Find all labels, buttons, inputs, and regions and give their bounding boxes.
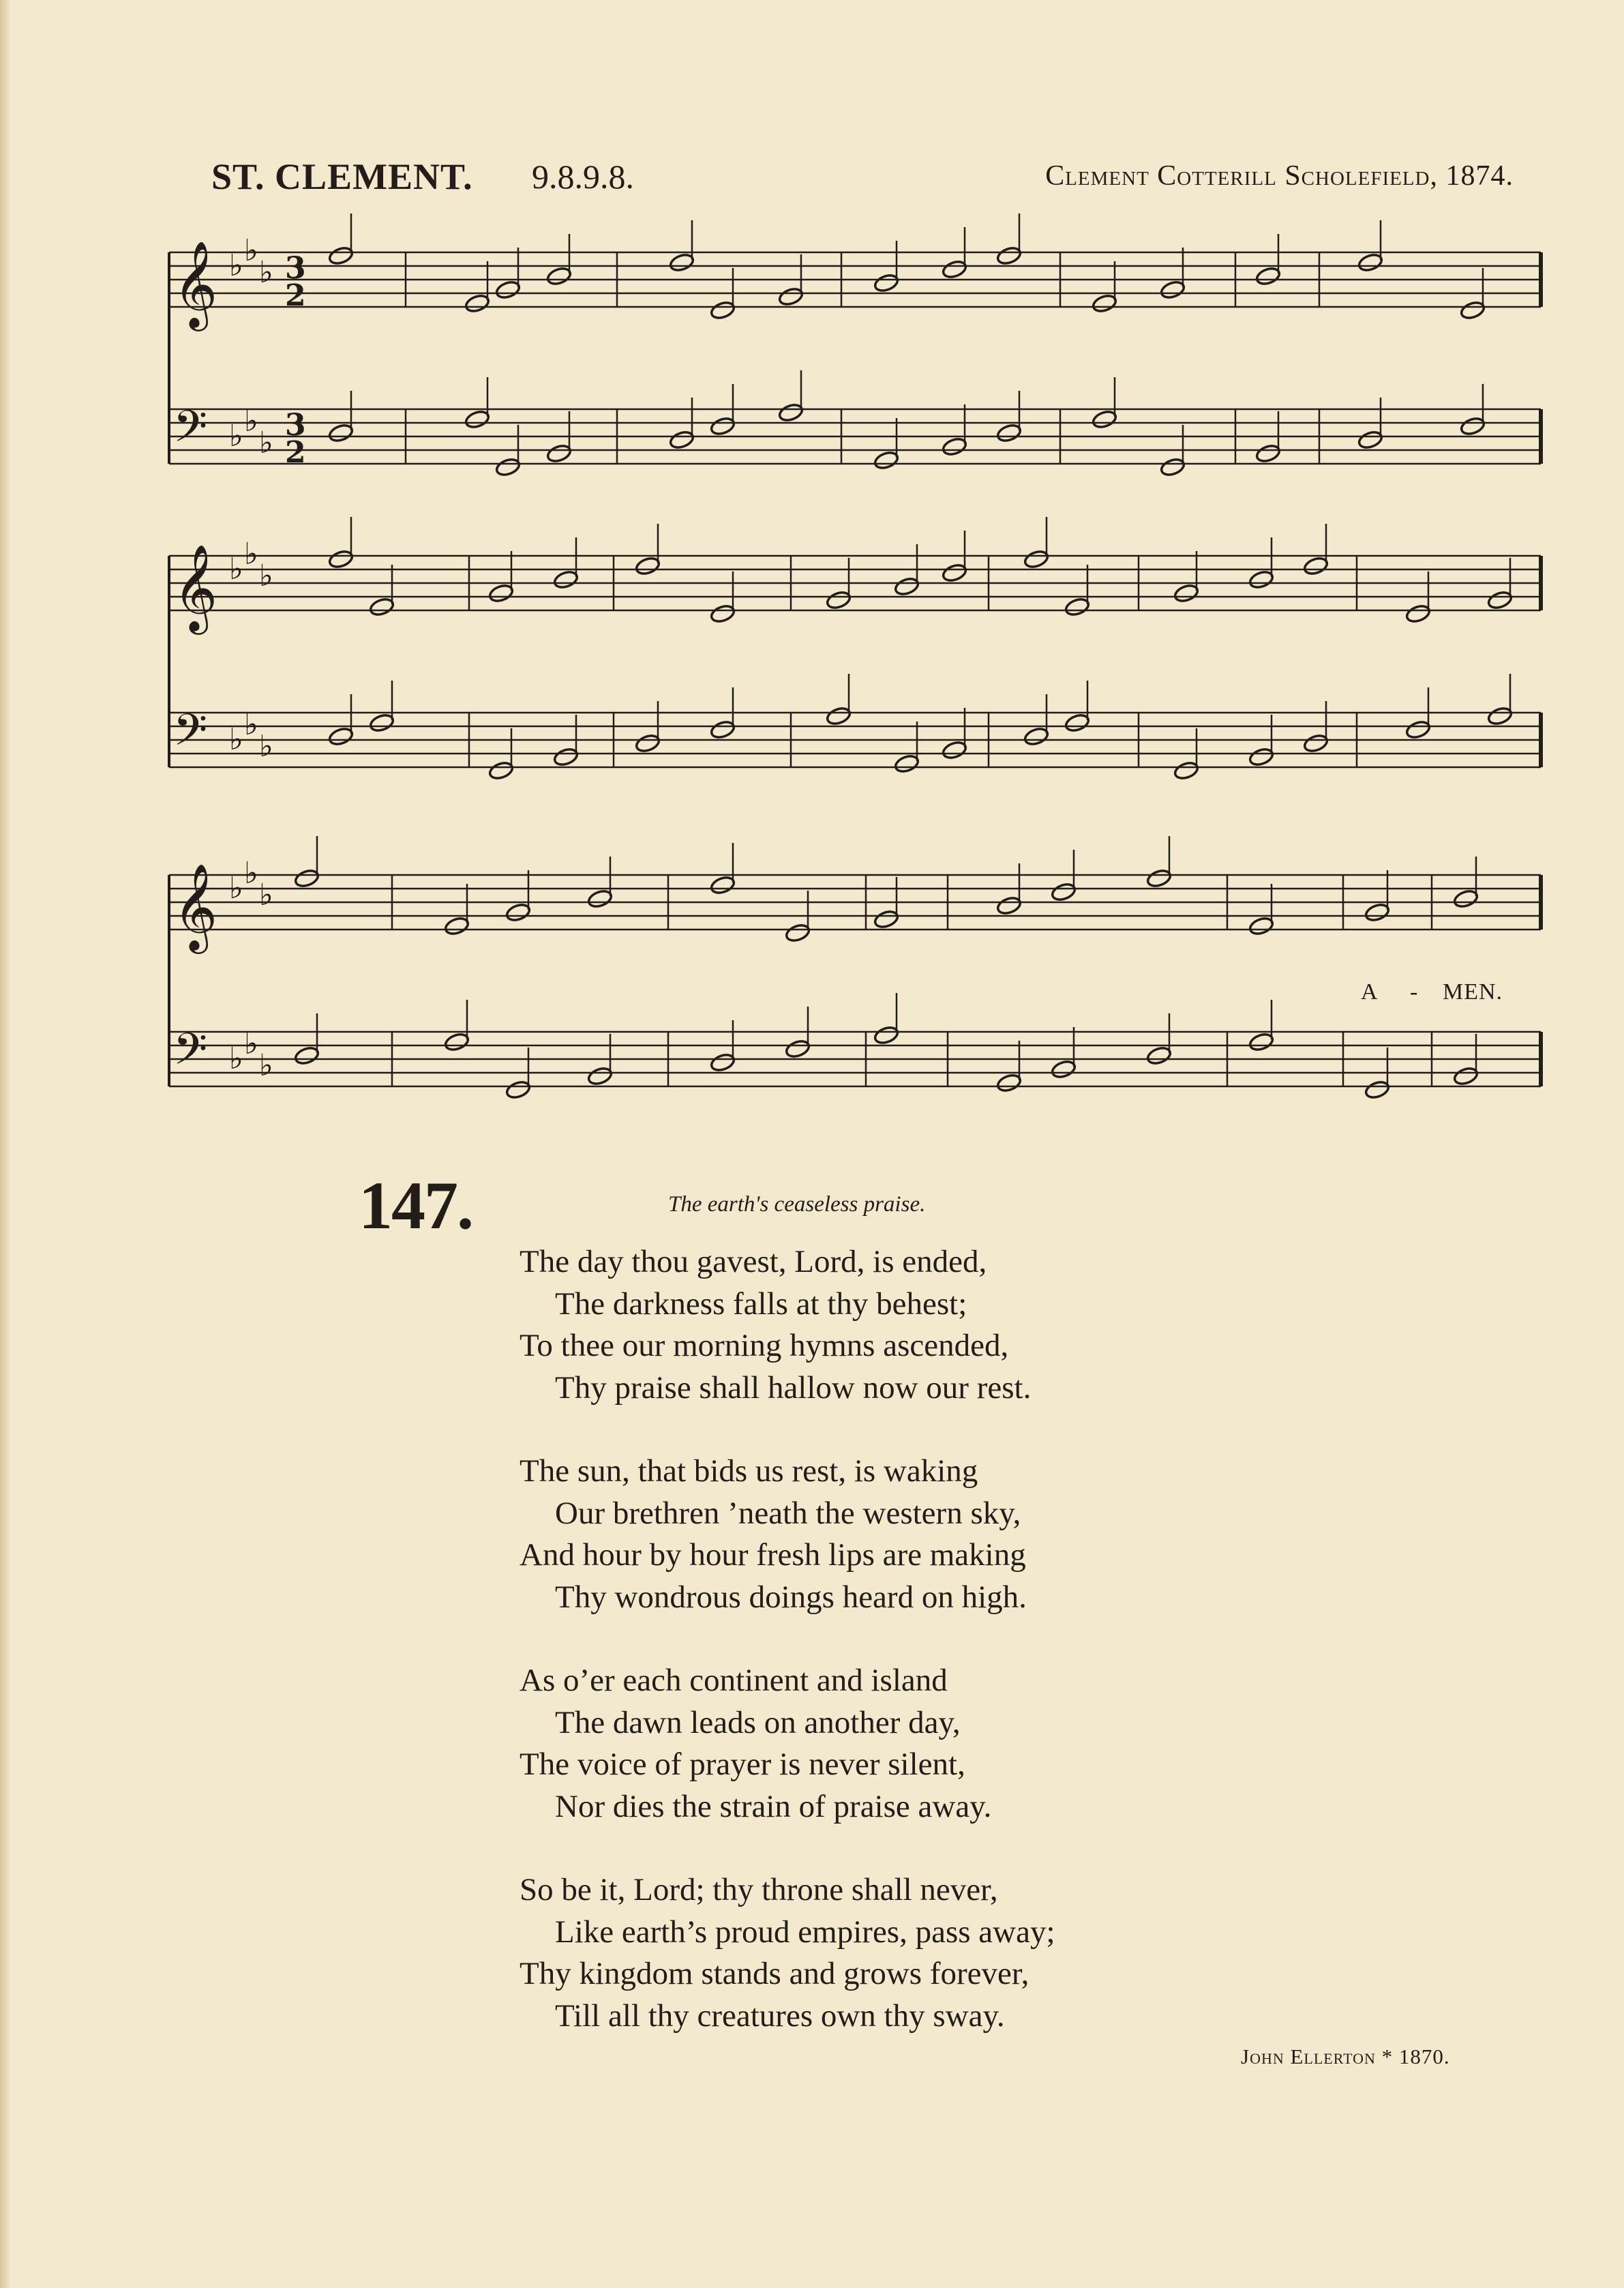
time-signature-bottom: 2: [285, 435, 306, 470]
flat-sign-icon: ♭: [229, 248, 243, 283]
half-note-head: [873, 909, 900, 930]
half-note-head: [328, 423, 355, 443]
amen-dash: -: [1410, 979, 1419, 1005]
stanza-line: Thy praise shall hallow now our rest.: [555, 1369, 1032, 1406]
half-note-head: [546, 266, 573, 286]
half-note-head: [1487, 706, 1514, 726]
half-note-head: [996, 1073, 1023, 1093]
half-note-head: [1092, 293, 1118, 314]
half-note-head: [505, 902, 532, 923]
half-note-head: [1023, 549, 1050, 569]
half-note-head: [1453, 889, 1479, 909]
half-note-head: [785, 1039, 811, 1059]
half-note-head: [587, 1066, 614, 1086]
half-note-head: [1487, 590, 1514, 610]
tune-name: ST. CLEMENT.: [211, 156, 473, 197]
half-note-head: [1160, 280, 1186, 300]
half-note-head: [710, 416, 736, 436]
half-note-head: [328, 246, 355, 266]
half-note-head: [1364, 1080, 1391, 1100]
half-note-head: [996, 423, 1023, 443]
time-signature-top: 3: [285, 408, 306, 443]
half-note-head: [785, 923, 811, 943]
half-note-head: [328, 726, 355, 747]
flat-sign-icon: ♭: [244, 233, 258, 268]
flat-sign-icon: ♭: [229, 722, 243, 757]
half-note-head: [505, 1080, 532, 1100]
stanza-line: The sun, that bids us rest, is waking: [520, 1453, 978, 1489]
flat-sign-icon: ♭: [244, 707, 258, 742]
half-note-head: [873, 450, 900, 471]
stanza-line: As o’er each continent and island: [520, 1663, 948, 1698]
half-note-head: [710, 875, 736, 895]
half-note-head: [894, 754, 920, 774]
half-note-head: [635, 733, 661, 754]
stanza: [520, 1869, 1406, 2037]
flat-sign-icon: ♭: [244, 404, 258, 439]
treble-clef-icon: 𝄞: [173, 544, 218, 631]
flat-sign-icon: ♭: [229, 552, 243, 586]
half-note-head: [444, 916, 470, 936]
half-note-head: [710, 719, 736, 740]
half-note-head: [1092, 409, 1118, 430]
hymn-subtitle: The earth's ceaseless praise.: [668, 1192, 926, 1217]
half-note-head: [294, 1045, 320, 1066]
half-note-head: [942, 740, 968, 760]
half-note-head: [1248, 1032, 1275, 1052]
half-note-head: [873, 1025, 900, 1045]
half-note-head: [669, 252, 695, 273]
half-note-head: [444, 1032, 470, 1052]
flat-sign-icon: ♭: [259, 255, 273, 290]
half-note-head: [710, 604, 736, 624]
stanza-line: The dawn leads on another day,: [555, 1704, 961, 1740]
flat-sign-icon: ♭: [259, 559, 273, 593]
flat-sign-icon: ♭: [244, 856, 258, 891]
half-note-head: [1460, 300, 1486, 321]
half-note-head: [587, 889, 614, 909]
stanza-line: The darkness falls at thy behest;: [555, 1286, 967, 1322]
stanza-line: So be it, Lord; thy throne shall never,: [520, 1872, 998, 1907]
stanza-line: Thy kingdom stands and grows forever,: [520, 1956, 1029, 1991]
half-note-head: [778, 402, 805, 423]
stanza-line: Nor dies the strain of praise away.: [555, 1788, 992, 1824]
bass-clef-icon: 𝄢: [173, 1024, 208, 1086]
stanza: [520, 1660, 1406, 1828]
stanza-line: The day thou gavest, Lord, is ended,: [520, 1244, 987, 1279]
half-note-head: [778, 286, 805, 307]
half-note-head: [369, 597, 395, 617]
half-note-head: [942, 563, 968, 583]
stanza-line: And hour by hour fresh lips are making: [520, 1537, 1026, 1573]
half-note-head: [328, 549, 355, 569]
half-note-head: [1146, 1045, 1173, 1066]
hymn-number: 147.: [359, 1168, 472, 1243]
half-note-head: [1248, 916, 1275, 936]
amen-a: A: [1361, 979, 1379, 1005]
flat-sign-icon: ♭: [229, 419, 243, 454]
half-note-head: [1248, 569, 1275, 590]
half-note-head: [1405, 604, 1432, 624]
half-note-head: [488, 760, 515, 781]
treble-clef-icon: 𝄞: [173, 863, 218, 950]
stanza-line: To thee our morning hymns ascended,: [520, 1328, 1009, 1363]
flat-sign-icon: ♭: [259, 1048, 273, 1083]
stanza-line: Till all thy creatures own thy sway.: [555, 1997, 1005, 2034]
half-note-head: [464, 409, 491, 430]
flat-sign-icon: ♭: [244, 537, 258, 571]
time-signature-bottom: 2: [285, 278, 306, 313]
half-note-head: [1064, 713, 1091, 733]
half-note-head: [1051, 1059, 1077, 1080]
time-signature-top: 3: [285, 251, 306, 286]
half-note-head: [553, 747, 580, 767]
half-note-head: [996, 895, 1023, 916]
half-note-head: [894, 576, 920, 597]
half-note-head: [1405, 719, 1432, 740]
flat-sign-icon: ♭: [259, 729, 273, 764]
half-note-head: [546, 443, 573, 464]
flat-sign-icon: ♭: [229, 871, 243, 906]
half-note-head: [488, 583, 515, 604]
stanza: [520, 1451, 1406, 1618]
half-note-head: [1357, 430, 1384, 450]
half-note-head: [495, 457, 522, 477]
treble-clef-icon: 𝄞: [173, 240, 218, 327]
half-note-head: [553, 569, 580, 590]
half-note-head: [1173, 760, 1200, 781]
tune-meter: 9.8.9.8.: [532, 158, 634, 196]
half-note-head: [1064, 597, 1091, 617]
half-note-head: [1364, 902, 1391, 923]
half-note-head: [710, 1052, 736, 1073]
half-note-head: [369, 713, 395, 733]
half-note-head: [635, 556, 661, 576]
flat-sign-icon: ♭: [259, 426, 273, 460]
half-note-head: [1357, 252, 1384, 273]
bass-clef-icon: 𝄢: [173, 402, 208, 463]
half-note-head: [1248, 747, 1275, 767]
half-note-head: [294, 868, 320, 889]
stanza-line: The voice of prayer is never silent,: [520, 1747, 965, 1782]
half-note-head: [1255, 443, 1282, 464]
amen-men: MEN.: [1443, 979, 1503, 1005]
bass-clef-icon: 𝄢: [173, 705, 208, 767]
half-note-head: [942, 436, 968, 457]
half-note-head: [1146, 868, 1173, 889]
stanza: [520, 1241, 1406, 1409]
half-note-head: [1160, 457, 1186, 477]
stanza-line: Our brethren ’neath the western sky,: [555, 1495, 1021, 1531]
stanza-line: Like earth’s proud empires, pass away;: [555, 1914, 1055, 1950]
half-note-head: [1051, 882, 1077, 902]
flat-sign-icon: ♭: [229, 1041, 243, 1076]
hymn-text: [520, 1241, 1406, 2079]
half-note-head: [464, 293, 491, 314]
half-note-head: [1453, 1066, 1479, 1086]
half-note-head: [1303, 556, 1329, 576]
half-note-head: [710, 300, 736, 321]
flat-sign-icon: ♭: [244, 1026, 258, 1061]
half-note-head: [1173, 583, 1200, 604]
stanza-line: Thy wondrous doings heard on high.: [555, 1579, 1027, 1615]
half-note-head: [1460, 416, 1486, 436]
half-note-head: [942, 259, 968, 280]
half-note-head: [826, 590, 852, 610]
half-note-head: [1255, 266, 1282, 286]
half-note-head: [1023, 726, 1050, 747]
composer-credit: Clement Cotterill Scholefield, 1874.: [1045, 160, 1514, 192]
half-note-head: [669, 430, 695, 450]
flat-sign-icon: ♭: [259, 878, 273, 912]
author-credit: John Ellerton * 1870.: [1241, 2045, 1450, 2068]
half-note-head: [826, 706, 852, 726]
half-note-head: [873, 273, 900, 293]
half-note-head: [996, 246, 1023, 266]
half-note-head: [495, 280, 522, 300]
half-note-head: [1303, 733, 1329, 754]
